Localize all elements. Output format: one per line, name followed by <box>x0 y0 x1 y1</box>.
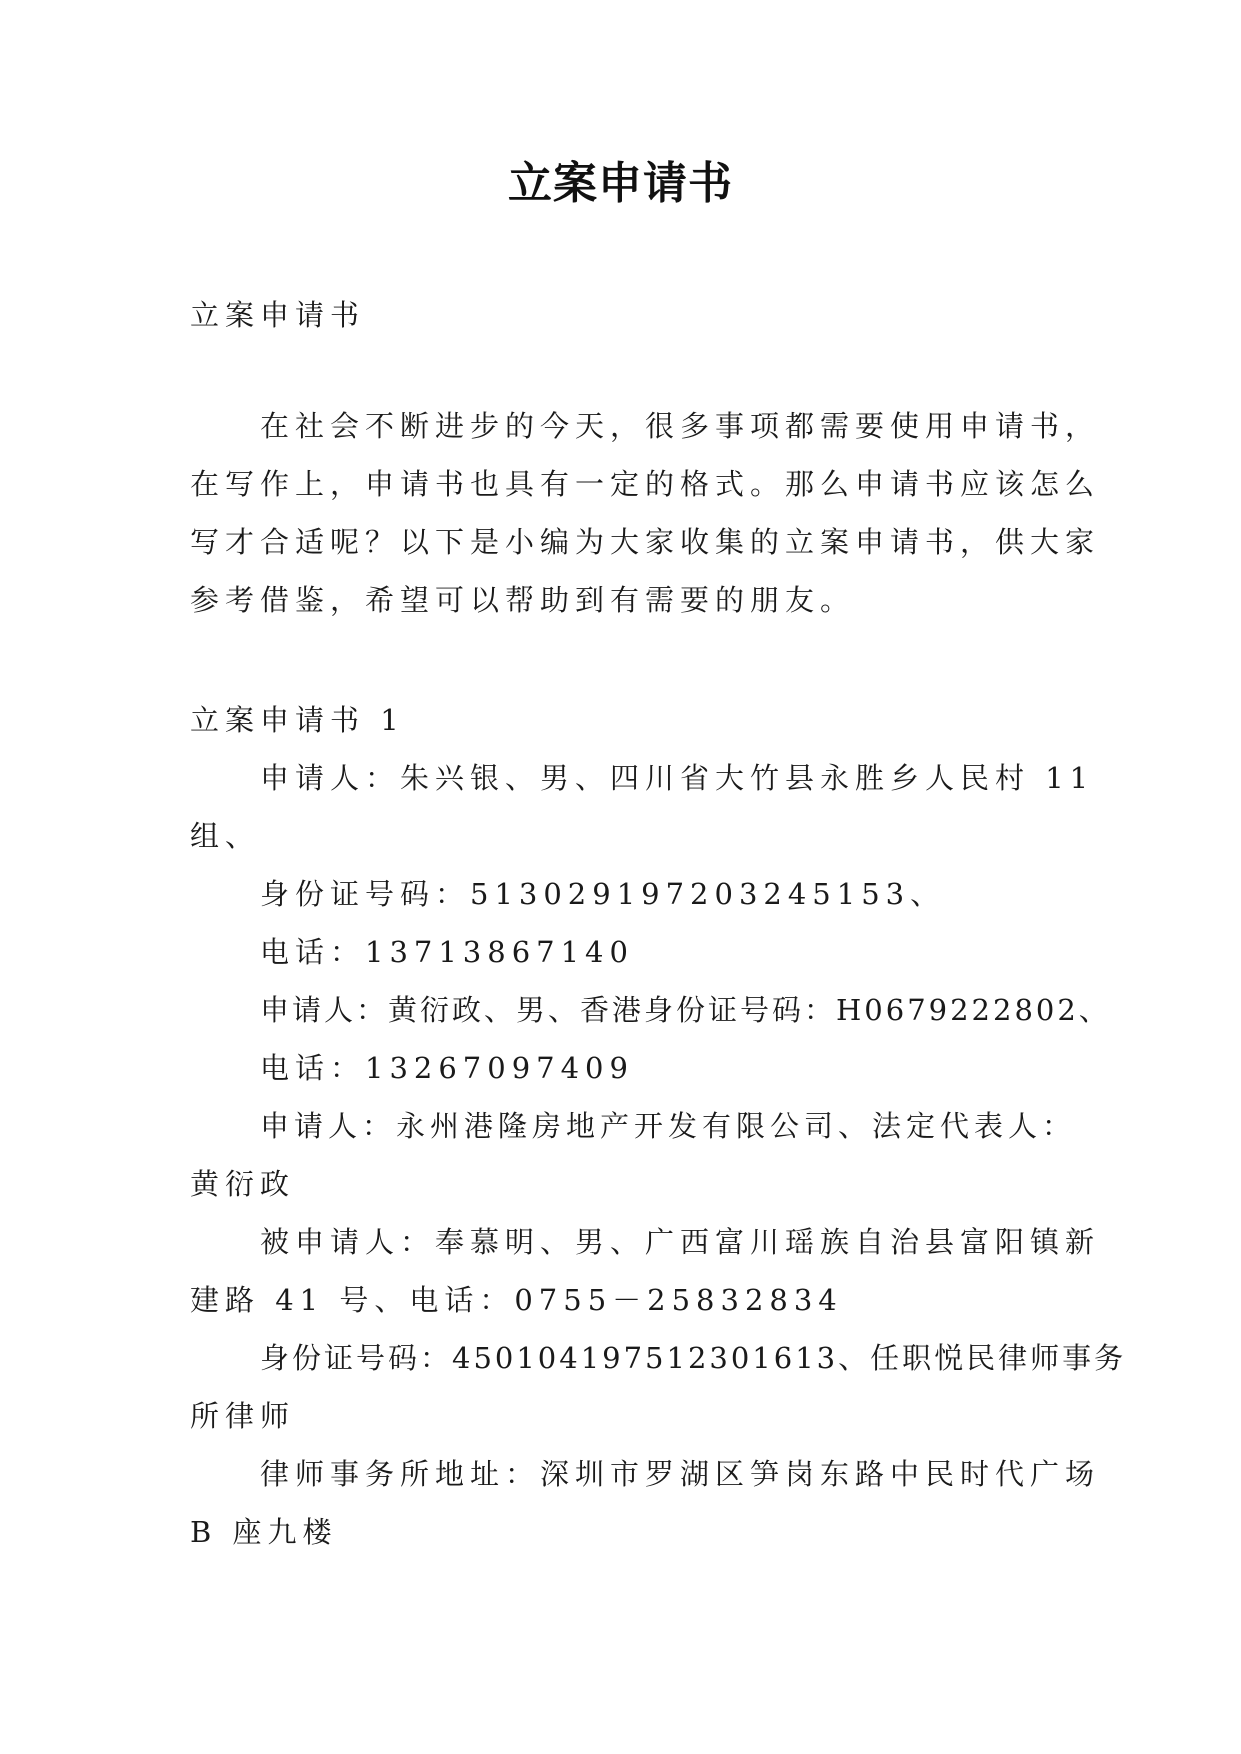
body-line: B 座九楼 <box>190 1515 338 1549</box>
body-line: 身份证号码：513029197203245153、 <box>260 877 946 911</box>
body-line: 申请人：永州港隆房地产开发有限公司、法定代表人： <box>260 1109 1077 1143</box>
body-line: 电话：13713867140 <box>260 935 634 969</box>
body-line: 电话：13267097409 <box>260 1051 634 1085</box>
body-line: 所律师 <box>190 1399 296 1433</box>
intro-line: 写才合适呢？以下是小编为大家收集的立案申请书，供大家 <box>190 525 1101 559</box>
intro-line: 参考借鉴，希望可以帮助到有需要的朋友。 <box>190 583 856 617</box>
body-line: 申请人：黄衍政、男、香港身份证号码：H0679222802、 <box>260 993 1111 1027</box>
body-line: 申请人：朱兴银、男、四川省大竹县永胜乡人民村 11 <box>260 761 1095 795</box>
body-line: 身份证号码：450104197512301613、任职悦民律师事务 <box>260 1341 1127 1375</box>
intro-line: 在写作上，申请书也具有一定的格式。那么申请书应该怎么 <box>190 467 1101 501</box>
body-line: 律师事务所地址：深圳市罗湖区笋岗东路中民时代广场 <box>260 1457 1101 1491</box>
body-line: 建路 41 号、电话：0755－25832834 <box>190 1283 843 1317</box>
body-line: 黄衍政 <box>190 1167 296 1201</box>
document-subtitle: 立案申请书 <box>190 298 366 332</box>
intro-line: 在社会不断进步的今天，很多事项都需要使用申请书， <box>260 409 1101 443</box>
body-line: 被申请人：奉慕明、男、广西富川瑶族自治县富阳镇新 <box>260 1225 1101 1259</box>
body-line: 组、 <box>190 819 261 853</box>
document-title: 立案申请书 <box>508 158 733 209</box>
section-heading: 立案申请书 1 <box>190 703 405 737</box>
